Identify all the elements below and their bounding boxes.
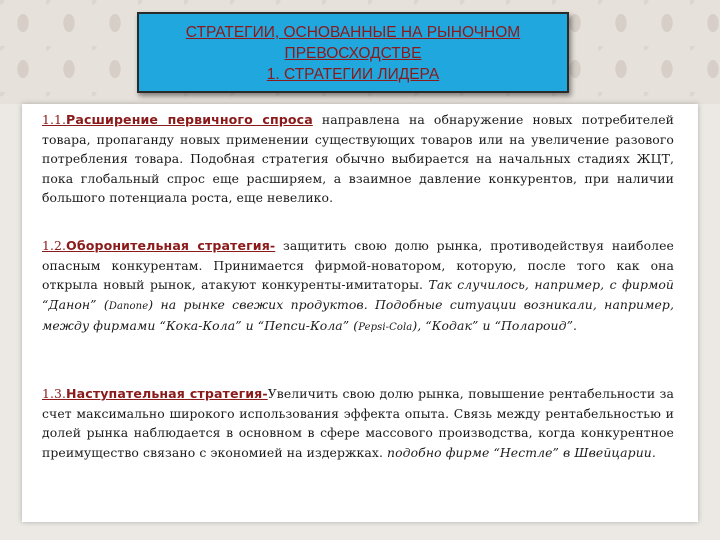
section-number: 1.2. (42, 238, 67, 253)
section-offensive (42, 384, 674, 462)
section-text: направлена на обнаружение новых потребителей товара, пропаганду новых применении существующих товаров или на увеличение разового потребления товара. Подобная стратегия обычно выбирается на начальных стадиях ЖЦТ, пока глобальный спрос еще расширяем, а взаимное давление конкурентов, при наличии большого потенциала роста, еще невелико. (42, 112, 674, 205)
section-heading: Расширение первичного спроса (66, 112, 313, 127)
section-heading: Наступательная стратегия- (66, 386, 268, 401)
section-example: ) на рынке свежих продуктов. Подобные ситуации возникали, например, между фирмами “Кока-Кола” и “Пепси-Кола” ( (42, 296, 674, 333)
content-panel (22, 104, 698, 522)
section-defensive (42, 236, 674, 338)
slide-title (137, 12, 569, 93)
title-line-2: ПРЕВОСХОДСТВЕ (284, 45, 422, 62)
section-example: подобно фирме “Нестле” в Швейцарии. (387, 444, 656, 460)
section-number: 1.1. (42, 112, 67, 127)
brand-name: Pepsi-Cola (358, 322, 413, 333)
section-primary-demand (42, 110, 674, 208)
section-example: ), “Кодак” и “Полароид”. (412, 318, 578, 333)
section-number: 1.3. (42, 386, 67, 401)
section-example: Так случилось, например, с фирмой “Данон” ( (42, 277, 674, 312)
title-line-1: СТРАТЕГИИ, ОСНОВАННЫЕ НА РЫНОЧНОМ (185, 24, 521, 41)
section-heading: Оборонительная стратегия- (66, 238, 276, 253)
title-line-3: 1. СТРАТЕГИИ ЛИДЕРА (266, 66, 440, 83)
section-text: Увеличить свою долю рынка, повышение рентабельности за счет максимально широкого использования эффекта опыта. Связь между рентабельностью и долей рынка наблюдается в основном в сфере массового производства, когда конкурентное преимущество связано с экономией на издержках. (42, 386, 674, 460)
brand-name: Danone (108, 300, 149, 312)
section-text: защитить свою долю рынка, противодействуя наиболее опасным конкурентам. Принимается фирмой-новатором, которую, после того как она открыла новый рынок, атакуют конкуренты-имитаторы. (42, 238, 674, 292)
